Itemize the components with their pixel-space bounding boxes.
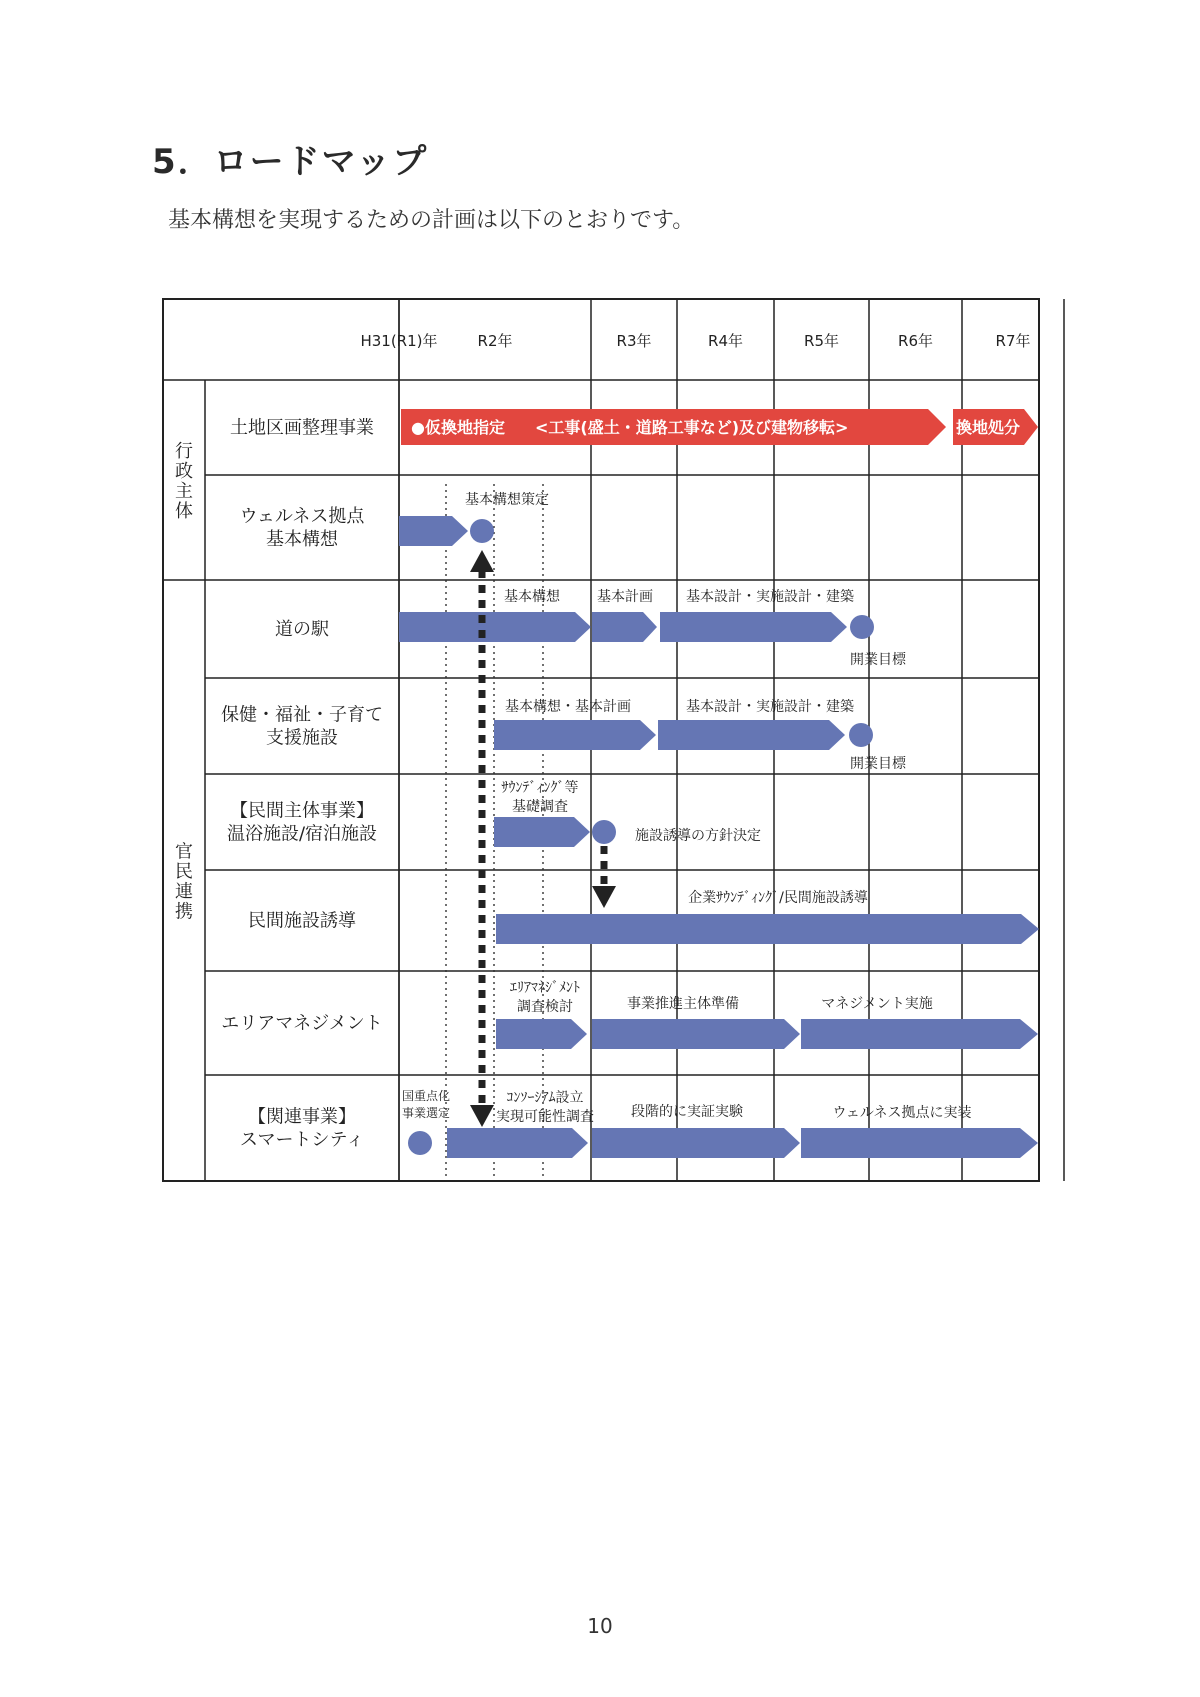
year-header-1: R2年 <box>477 332 513 350</box>
annotation-0-0: 基本構想策定 <box>465 492 549 508</box>
page-number: 10 <box>587 1614 613 1638</box>
area-management-bar-3 <box>801 1019 1038 1049</box>
row-label-7-1: スマートシティ <box>239 1129 365 1151</box>
health-facility-bar-2 <box>658 720 845 750</box>
row-label-5-0: 民間施設誘導 <box>248 910 356 932</box>
year-header-2: R3年 <box>616 332 652 350</box>
row-label-2-0: 道の駅 <box>275 619 329 640</box>
smart-city-selection-dot <box>408 1131 432 1155</box>
policy-decision-dot <box>592 820 616 844</box>
annotation-15-0: ｺﾝｿｰｼｱﾑ設立 <box>506 1090 584 1106</box>
year-header-3: R4年 <box>708 332 743 350</box>
private-induction-bar <box>496 914 1039 944</box>
health-facility-open-dot <box>849 723 873 747</box>
wellness-concept-bar <box>399 516 468 546</box>
row-label-4-1: 温浴施設/宿泊施設 <box>226 823 378 845</box>
red-label-2: 換地処分 <box>956 418 1021 437</box>
area-management-bar-1 <box>496 1019 587 1049</box>
annotation-16-0: 段階的に実証実験 <box>631 1104 743 1120</box>
annotation-14-0: 国重点化 <box>401 1089 451 1103</box>
annotation-10-0: 企業ｻｳﾝﾃﾞｨﾝｸﾞ/民間施設誘導 <box>688 890 868 906</box>
red-label-1: <工事(盛土・道路工事など)及び建物移転> <box>535 418 849 437</box>
smart-city-bar-2 <box>592 1128 800 1158</box>
annotation-5-0: 基本構想・基本計画 <box>505 699 631 715</box>
row-label-1-1: 基本構想 <box>266 529 338 550</box>
roadside-station-bar-2 <box>592 612 657 642</box>
red-label-0: ●仮換地指定 <box>411 418 505 437</box>
annotation-8-0: ｻｳﾝﾃﾞｨﾝｸﾞ等 <box>501 780 579 796</box>
intro-text: 基本構想を実現するための計画は以下のとおりです。 <box>168 208 695 233</box>
annotation-15-1: 実現可能性調査 <box>496 1109 594 1125</box>
page-title: 5．ロードマップ <box>152 142 429 182</box>
concept-complete-dot <box>470 519 494 543</box>
row-label-7-0: 【関連事業】 <box>248 1106 356 1128</box>
annotation-12-0: 事業推進主体準備 <box>627 996 739 1012</box>
annotation-1-0: 基本構想 <box>504 589 560 605</box>
health-facility-bar-1 <box>494 720 656 750</box>
row-label-3-1: 支援施設 <box>266 727 338 749</box>
annotation-17-0: ウェルネス拠点に実装 <box>832 1105 972 1121</box>
annotation-2-0: 基本計画 <box>597 589 653 605</box>
smart-city-bar-1 <box>447 1128 588 1158</box>
annotation-14-1: 事業選定 <box>401 1106 451 1120</box>
area-management-bar-2 <box>592 1019 800 1049</box>
row-label-4-0: 【民間主体事業】 <box>230 800 374 822</box>
annotation-13-0: マネジメント実施 <box>821 996 933 1012</box>
annotation-9-0: 施設誘導の方針決定 <box>635 828 761 844</box>
annotation-8-1: 基礎調査 <box>512 799 568 815</box>
annotation-7-0: 開業目標 <box>850 756 906 772</box>
group-label-public-private: 官民連携 <box>175 841 193 923</box>
annotation-6-0: 基本設計・実施設計・建築 <box>686 699 854 715</box>
policy-arrow-head <box>592 886 616 908</box>
arrow-head-down <box>470 1105 494 1127</box>
annotation-3-0: 基本設計・実施設計・建築 <box>686 589 854 605</box>
bath-facility-bar <box>494 817 590 847</box>
annotation-11-1: 調査検討 <box>517 999 573 1015</box>
year-header-4: R5年 <box>804 332 839 350</box>
row-label-3-0: 保健・福祉・子育て <box>221 704 383 726</box>
row-label-6-0: エリアマネジメント <box>221 1013 383 1034</box>
year-header-5: R6年 <box>898 332 933 350</box>
row-label-1-0: ウェルネス拠点 <box>239 506 365 527</box>
roadside-station-bar-3 <box>660 612 847 642</box>
annotation-11-0: ｴﾘｱﾏﾈｼﾞﾒﾝﾄ <box>510 980 580 996</box>
annotation-4-0: 開業目標 <box>850 652 906 668</box>
row-label-0-0: 土地区画整理事業 <box>230 417 374 439</box>
year-header-6: R7年 <box>995 332 1031 350</box>
year-header-0: H31(R1)年 <box>360 332 438 350</box>
group-label-admin: 行政主体 <box>175 441 193 522</box>
roadside-station-bar-1 <box>399 612 591 642</box>
smart-city-bar-3 <box>801 1128 1038 1158</box>
arrow-head-up <box>470 550 494 572</box>
roadside-station-open-dot <box>850 615 874 639</box>
